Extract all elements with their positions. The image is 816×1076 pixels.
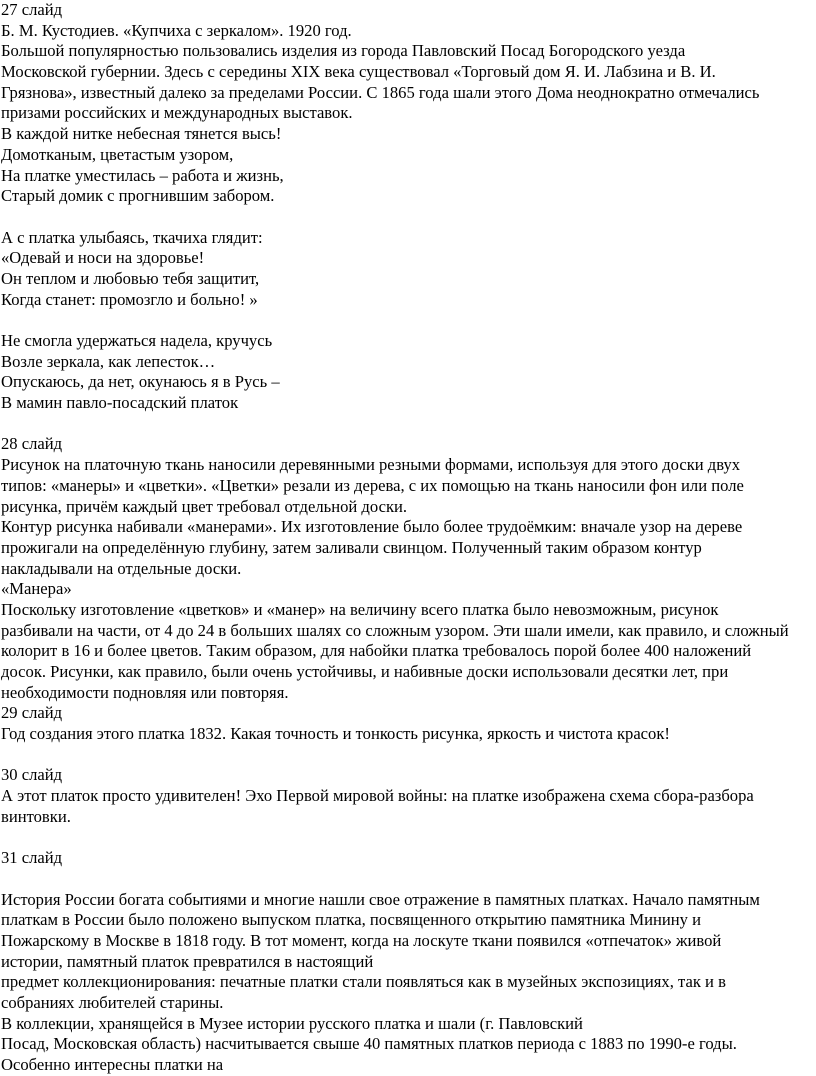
paragraph-line: типов: «манеры» и «цветки». «Цветки» резали из дерева, с их помощью на ткань наносили фон или поле [1, 475, 744, 495]
paragraph-line: разбивали на части, от 4 до 24 в больших шалях со сложным узором. Эти шали имели, как правило, и сложный [1, 620, 789, 640]
paragraph-line: Контур рисунка набивали «манерами». Их изготовление было более трудоёмким: вначале узор на дереве [1, 517, 743, 537]
paragraph-line: Пожарскому в Москве в 1818 году. В тот момент, когда на лоскуте ткани появился «отпечаток» живой [1, 930, 722, 950]
poem-line: Возле зеркала, как лепесток… [1, 351, 216, 371]
paragraph-line: накладывали на отдельные доски. [1, 558, 242, 578]
paragraph-line: колорит в 16 и более цветов. Таким образом, для набойки платка требовалось порой более 400 наложений [1, 641, 752, 661]
slide-28-heading: 28 слайд [1, 434, 63, 454]
slide-29-heading: 29 слайд [1, 703, 63, 723]
paragraph-line: Грязнова», известный далеко за пределами России. С 1865 года шали этого Дома неоднократно отмечались [1, 82, 760, 102]
paragraph-line: необходимости подновляя или повторяя. [1, 682, 289, 702]
poem-line: В каждой нитке небесная тянется высь! [1, 124, 282, 144]
paragraph-line: досок. Рисунки, как правило, были очень устойчивы, и набивные доски использовали десятки лет, при [1, 662, 729, 681]
paragraph-line: рисунка, причём каждый цвет требовал отдельной доски. [1, 496, 408, 516]
blank-line [1, 310, 816, 331]
blank-line [1, 207, 816, 228]
slide-27-heading: 27 слайд [1, 0, 63, 19]
paragraph-line: Особенно интересны платки на [1, 1055, 224, 1075]
poem-line: Старый домик с прогнившим забором. [1, 186, 275, 206]
blank-line [1, 828, 816, 849]
poem-line: В мамин павло-посадский платок [1, 393, 239, 413]
poem-line: Опускаюсь, да нет, окунаюсь я в Русь – [1, 372, 280, 392]
poem-line: «Одевай и носи на здоровье! [1, 248, 205, 268]
blank-line [1, 869, 816, 890]
paragraph-line: платкам в России было положено выпуском платка, посвященного открытию памятника Минину и [1, 910, 701, 930]
paragraph-line: прожигали на определённую глубину, затем заливали свинцом. Полученный таким образом контур [1, 537, 702, 557]
poem-line: Домотканым, цветастым узором, [1, 144, 234, 164]
painting-caption: Б. М. Кустодиев. «Купчиха с зеркалом». 1920 год. [1, 20, 352, 40]
poem-line: Когда станет: промозгло и больно! » [1, 289, 258, 309]
slide-30-heading: 30 слайд [1, 765, 63, 785]
paragraph-line: призами российских и международных выставок. [1, 103, 353, 123]
poem-line: Не смогла удержаться надела, кручусь [1, 331, 273, 350]
poem-line: На платке уместилась – работа и жизнь, [1, 165, 284, 185]
paragraph-line: винтовки. [1, 806, 71, 826]
paragraph-line: А этот платок просто удивителен! Эхо Первой мировой войны: на платке изображена схема сбора-разбора [1, 786, 754, 806]
paragraph-line: История России богата событиями и многие нашли свое отражение в памятных платках. Начало памятным [1, 889, 760, 909]
paragraph-line: Большой популярностью пользовались изделия из города Павловский Посад Богородского уезда [1, 41, 686, 61]
paragraph-line: Год создания этого платка 1832. Какая точность и тонкость рисунка, яркость и чистота красок! [1, 724, 670, 744]
paragraph-line: предмет коллекционирования: печатные платки стали появляться как в музейных экспозициях, так и в [1, 972, 726, 992]
paragraph-line: В коллекции, хранящейся в Музее истории русского платка и шали (г. Павловский [1, 1013, 583, 1033]
paragraph-line: собраниях любителей старины. [1, 993, 224, 1012]
blank-line [1, 745, 816, 766]
blank-line [1, 414, 816, 435]
paragraph-line: Посад, Московская область) насчитывается свыше 40 памятных платков периода с 1883 по 1990-е годы. [1, 1034, 737, 1054]
slide-31-heading: 31 слайд [1, 848, 63, 868]
poem-line: Он теплом и любовью тебя защитит, [1, 268, 260, 288]
paragraph-line: истории, памятный платок превратился в настоящий [1, 951, 374, 971]
paragraph-line: Поскольку изготовление «цветков» и «манер» на величину всего платка было невозможным, рисунок [1, 599, 719, 619]
paragraph-line: Московской губернии. Здесь с середины XIX века существовал «Торговый дом Я. И. Лабзина и В. И. [1, 62, 716, 82]
manera-label: «Манера» [1, 579, 72, 599]
paragraph-line: Рисунок на платочную ткань наносили деревянными резными формами, используя для этого доски двух [1, 455, 741, 475]
poem-line: А с платка улыбаясь, ткачиха глядит: [1, 227, 263, 247]
